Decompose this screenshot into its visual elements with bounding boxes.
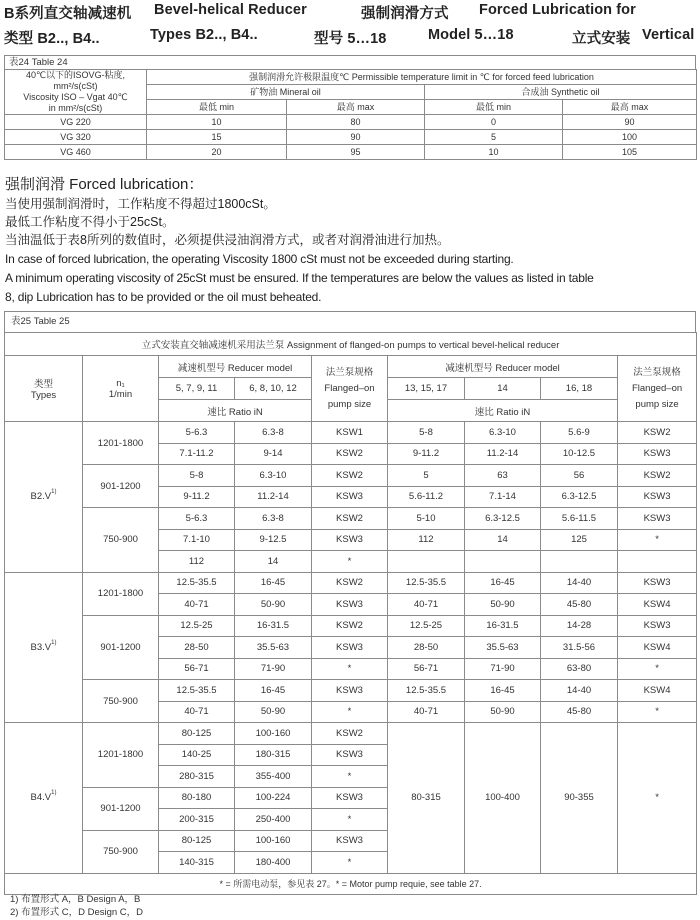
- synthetic-min: 10: [425, 145, 563, 160]
- footnote-ref: 1): [51, 489, 57, 496]
- viscosity-header-line: 40℃以下的ISOVG-粘度,: [25, 70, 126, 80]
- table-25: [4, 311, 696, 895]
- pump-size-left: KSW2: [312, 465, 388, 487]
- ratio-5-7-9-11: 140-315: [159, 852, 235, 874]
- ratio-6-8-10-12: 14: [235, 551, 312, 573]
- synthetic-min-header: 最低 min: [425, 100, 563, 115]
- mineral-max: 90: [287, 130, 425, 145]
- types-header-cn: 类型: [33, 379, 53, 390]
- table-row: [5, 508, 697, 530]
- mineral-min-header: 最低 min: [147, 100, 287, 115]
- viscosity-header: [5, 70, 147, 115]
- reducer-model-header-left: 减速机型号 Reducer model: [159, 356, 312, 378]
- ratio-16-18: 31.5-56: [541, 637, 618, 659]
- pump-size-left: KSW3: [312, 787, 388, 809]
- ratio-5-7-9-11: 80-125: [159, 830, 235, 852]
- ratio-5-7-9-11: 12.5-35.5: [159, 572, 235, 594]
- mineral-max: 80: [287, 115, 425, 130]
- table-row: [5, 680, 697, 702]
- mineral-max: 95: [287, 145, 425, 160]
- synthetic-max: 100: [563, 130, 697, 145]
- table-row: [5, 572, 697, 594]
- types-header: [5, 356, 83, 422]
- table-row: [5, 615, 697, 637]
- viscosity-grade: VG 220: [5, 115, 147, 130]
- note-en-2: A minimum operating viscosity of 25cSt must be ensured. If the temperatures are below the values as listed in table: [5, 271, 594, 285]
- ratio-6-8-10-12: 35.5-63: [235, 637, 312, 659]
- ratio-5-7-9-11: 12.5-35.5: [159, 680, 235, 702]
- ratio-13-15-17: 5-8: [388, 422, 465, 444]
- pump-size-en1: Flanged–on: [631, 382, 683, 394]
- pump-size-right: KSW3: [618, 615, 697, 637]
- temp-limit-header: 强制润滑允许极限温度℃ Permissible temperature limit in ℃ for forced feed lubrication: [147, 70, 697, 85]
- ratio-6-8-10-12: 250-400: [235, 809, 312, 831]
- pump-size-cn: 法兰泵规格: [325, 366, 374, 378]
- pump-size-right: *: [618, 701, 697, 723]
- model-col: 13, 15, 17: [388, 378, 465, 400]
- ratio-6-8-10-12: 100-160: [235, 723, 312, 745]
- ratio-13-15-17: [388, 551, 465, 573]
- ratio-6-8-10-12: 9-14: [235, 443, 312, 465]
- ratio-6-8-10-12: 180-400: [235, 852, 312, 874]
- reducer-type-label: B4.V: [30, 792, 52, 804]
- input-speed: 901-1200: [83, 787, 159, 830]
- pump-size-right: [618, 551, 697, 573]
- pump-size-left: KSW2: [312, 443, 388, 465]
- ratio-16-18: 63-80: [541, 658, 618, 680]
- pump-size-left: KSW3: [312, 830, 388, 852]
- ratio-16-18: 125: [541, 529, 618, 551]
- ratio-14: 14: [465, 529, 541, 551]
- ratio-5-7-9-11: 80-180: [159, 787, 235, 809]
- ratio-13-15-17: 5: [388, 465, 465, 487]
- pump-size-en2: pump size: [635, 398, 679, 410]
- table-row: [5, 723, 697, 745]
- footnote-ref: 1): [51, 639, 57, 646]
- ratio-6-8-10-12: 16-45: [235, 680, 312, 702]
- ratio-5-7-9-11: 7.1-10: [159, 529, 235, 551]
- pump-size-en2: pump size: [327, 398, 372, 410]
- pump-size-right: *: [618, 723, 697, 874]
- ratio-5-7-9-11: 112: [159, 551, 235, 573]
- table-row: [5, 115, 697, 130]
- pump-size-right: *: [618, 529, 697, 551]
- ratio-14: 7.1-14: [465, 486, 541, 508]
- pump-size-left: *: [312, 809, 388, 831]
- table-25-title: 立式安装直交轴减速机采用法兰泵 Assignment of flanged-on pumps to vertical bevel-helical reducer: [5, 333, 697, 356]
- types-cn: 类型 B2.., B4..: [4, 31, 100, 47]
- mount-cn: 立式安装: [572, 31, 631, 47]
- ratio-14: 50-90: [465, 594, 541, 616]
- ratio-6-8-10-12: 6.3-8: [235, 508, 312, 530]
- ratio-14: 100-400: [465, 723, 541, 874]
- pump-size-left: KSW2: [312, 572, 388, 594]
- ratio-5-7-9-11: 40-71: [159, 701, 235, 723]
- pump-size-left: KSW3: [312, 529, 388, 551]
- ratio-6-8-10-12: 16-31.5: [235, 615, 312, 637]
- pump-size-right: KSW4: [618, 680, 697, 702]
- viscosity-temperature-table: [4, 69, 697, 160]
- table-row: [5, 130, 697, 145]
- pump-size-cn: 法兰泵规格: [633, 366, 681, 378]
- types-header-en: Types: [30, 390, 57, 401]
- pump-size-right: KSW3: [618, 486, 697, 508]
- model-en: Model 5…18: [428, 27, 514, 43]
- viscosity-grade: VG 460: [5, 145, 147, 160]
- input-speed: 750-900: [83, 508, 159, 573]
- pump-size-left: KSW1: [312, 422, 388, 444]
- pump-size-right: KSW3: [618, 508, 697, 530]
- ratio-6-8-10-12: 100-224: [235, 787, 312, 809]
- series-title-en: Bevel-helical Reducer: [154, 2, 307, 18]
- ratio-5-7-9-11: 40-71: [159, 594, 235, 616]
- ratio-16-18: 90-355: [541, 723, 618, 874]
- pump-size-left: KSW3: [312, 637, 388, 659]
- ratio-6-8-10-12: 6.3-8: [235, 422, 312, 444]
- ratio-6-8-10-12: 50-90: [235, 701, 312, 723]
- ratio-5-7-9-11: 9-11.2: [159, 486, 235, 508]
- pump-size-left: *: [312, 701, 388, 723]
- ratio-6-8-10-12: 16-45: [235, 572, 312, 594]
- synthetic-max-header: 最高 max: [563, 100, 697, 115]
- model-col: 6, 8, 10, 12: [235, 378, 312, 400]
- ratio-14: 50-90: [465, 701, 541, 723]
- ratio-14: 35.5-63: [465, 637, 541, 659]
- table-24: [4, 55, 696, 160]
- reducer-type: [5, 572, 83, 723]
- synthetic-max: 90: [563, 115, 697, 130]
- table-row: [5, 145, 697, 160]
- ratio-14: [465, 551, 541, 573]
- ratio-14: 63: [465, 465, 541, 487]
- ratio-16-18: 14-40: [541, 680, 618, 702]
- table-row: [5, 465, 697, 487]
- pump-size-right: KSW4: [618, 637, 697, 659]
- mineral-min: 20: [147, 145, 287, 160]
- ratio-5-7-9-11: 56-71: [159, 658, 235, 680]
- ratio-16-18: 5.6-9: [541, 422, 618, 444]
- viscosity-header-line: in mm²/s(cSt): [48, 103, 103, 113]
- ratio-header-right: 速比 Ratio iN: [388, 400, 618, 422]
- ratio-13-15-17: 9-11.2: [388, 443, 465, 465]
- ratio-6-8-10-12: 100-160: [235, 830, 312, 852]
- ratio-13-15-17: 40-71: [388, 594, 465, 616]
- ratio-5-7-9-11: 5-6.3: [159, 422, 235, 444]
- table-25-caption: 表25 Table 25: [4, 311, 696, 332]
- ratio-16-18: 6.3-12.5: [541, 486, 618, 508]
- pump-size-left: *: [312, 658, 388, 680]
- footnote-ref: 1): [51, 790, 57, 797]
- ratio-14: 71-90: [465, 658, 541, 680]
- table-25-footer: * = 所需电动泵，参见表 27。* = Motor pump requie, see table 27.: [5, 873, 697, 894]
- ratio-5-7-9-11: 5-8: [159, 465, 235, 487]
- ratio-16-18: 10-12.5: [541, 443, 618, 465]
- pump-size-left: KSW3: [312, 680, 388, 702]
- ratio-5-7-9-11: 28-50: [159, 637, 235, 659]
- forced-lubrication-notes: [5, 175, 697, 307]
- pump-size-left: KSW3: [312, 744, 388, 766]
- ratio-5-7-9-11: 140-25: [159, 744, 235, 766]
- model-col: 14: [465, 378, 541, 400]
- pump-size-right: KSW2: [618, 465, 697, 487]
- model-cn: 型号 5…18: [314, 31, 387, 47]
- ratio-6-8-10-12: 180-315: [235, 744, 312, 766]
- pump-size-right: KSW3: [618, 443, 697, 465]
- pump-size-right: KSW3: [618, 572, 697, 594]
- ratio-6-8-10-12: 9-12.5: [235, 529, 312, 551]
- speed-header-symbol: n₁: [116, 377, 125, 389]
- ratio-13-15-17: 112: [388, 529, 465, 551]
- footnote-1: 1) 布置形式 A，B Design A，B: [10, 894, 141, 905]
- synthetic-max: 105: [563, 145, 697, 160]
- pump-size-left: KSW2: [312, 723, 388, 745]
- ratio-13-15-17: 40-71: [388, 701, 465, 723]
- speed-header-unit: 1/min: [108, 388, 133, 400]
- note-cn-2: 最低工作粘度不得小于25cSt。: [5, 215, 175, 229]
- ratio-5-7-9-11: 200-315: [159, 809, 235, 831]
- ratio-13-15-17: 28-50: [388, 637, 465, 659]
- ratio-13-15-17: 12.5-25: [388, 615, 465, 637]
- table-row: [5, 422, 697, 444]
- input-speed: 750-900: [83, 830, 159, 873]
- note-en-1: In case of forced lubrication, the operating Viscosity 1800 cSt must not be exceeded during starting.: [5, 252, 514, 266]
- input-speed: 1201-1800: [83, 572, 159, 615]
- note-en-3: 8, dip Lubrication has to be provided or the oil must beheated.: [5, 290, 322, 304]
- mineral-min: 15: [147, 130, 287, 145]
- ratio-16-18: 45-80: [541, 701, 618, 723]
- mineral-oil-header: 矿物油 Mineral oil: [147, 85, 425, 100]
- speed-header: [83, 356, 159, 422]
- viscosity-header-line: Viscosity ISO – Vgat 40℃: [23, 92, 128, 102]
- pump-size-left: *: [312, 852, 388, 874]
- method-title-en: Forced Lubrication for: [479, 2, 636, 18]
- input-speed: 1201-1800: [83, 723, 159, 788]
- ratio-6-8-10-12: 11.2-14: [235, 486, 312, 508]
- footnote-2: 2) 布置形式 C，D Design C，D: [10, 907, 144, 918]
- reducer-type: [5, 723, 83, 874]
- ratio-13-15-17: 12.5-35.5: [388, 680, 465, 702]
- pump-size-left: KSW3: [312, 486, 388, 508]
- ratio-13-15-17: 56-71: [388, 658, 465, 680]
- pump-size-right: KSW4: [618, 594, 697, 616]
- ratio-6-8-10-12: 6.3-10: [235, 465, 312, 487]
- ratio-16-18: 45-80: [541, 594, 618, 616]
- viscosity-header-line: mm²/s(cSt): [53, 81, 98, 91]
- input-speed: 901-1200: [83, 615, 159, 680]
- pump-size-right: KSW2: [618, 422, 697, 444]
- ratio-14: 6.3-10: [465, 422, 541, 444]
- synthetic-oil-header: 合成油 Synthetic oil: [425, 85, 697, 100]
- model-col: 5, 7, 9, 11: [159, 378, 235, 400]
- ratio-5-7-9-11: 7.1-11.2: [159, 443, 235, 465]
- reducer-type-label: B2.V: [30, 491, 52, 503]
- ratio-13-15-17: 80-315: [388, 723, 465, 874]
- ratio-16-18: [541, 551, 618, 573]
- input-speed: 750-900: [83, 680, 159, 723]
- ratio-5-7-9-11: 12.5-25: [159, 615, 235, 637]
- ratio-13-15-17: 12.5-35.5: [388, 572, 465, 594]
- reducer-model-header-right: 减速机型号 Reducer model: [388, 356, 618, 378]
- mount-en: Vertical: [642, 27, 695, 43]
- ratio-13-15-17: 5-10: [388, 508, 465, 530]
- pump-size-left: *: [312, 551, 388, 573]
- pump-size-header-right: [618, 356, 697, 422]
- pump-size-right: *: [618, 658, 697, 680]
- model-col: 16, 18: [541, 378, 618, 400]
- pump-size-left: KSW3: [312, 594, 388, 616]
- viscosity-grade: VG 320: [5, 130, 147, 145]
- ratio-16-18: 5.6-11.5: [541, 508, 618, 530]
- note-cn-1: 当使用强制润滑时，工作粘度不得超过1800cSt。: [5, 197, 276, 211]
- notes-title: 强制润滑 Forced lubrication：: [5, 176, 204, 193]
- footnotes: [10, 893, 143, 919]
- pump-size-en1: Flanged–on: [324, 382, 375, 394]
- ratio-6-8-10-12: 355-400: [235, 766, 312, 788]
- ratio-6-8-10-12: 50-90: [235, 594, 312, 616]
- note-cn-3: 当油温低于表8所列的数值时，必须提供浸油润滑方式，或者对润滑油进行加热。: [5, 233, 450, 247]
- pump-size-header-left: [312, 356, 388, 422]
- ratio-5-7-9-11: 280-315: [159, 766, 235, 788]
- ratio-14: 16-45: [465, 572, 541, 594]
- ratio-16-18: 14-28: [541, 615, 618, 637]
- table-24-caption: 表24 Table 24: [4, 55, 696, 69]
- mineral-min: 10: [147, 115, 287, 130]
- pump-size-left: KSW2: [312, 615, 388, 637]
- series-title-cn: B系列直交轴减速机: [4, 6, 132, 22]
- input-speed: 901-1200: [83, 465, 159, 508]
- synthetic-min: 5: [425, 130, 563, 145]
- ratio-14: 16-45: [465, 680, 541, 702]
- synthetic-min: 0: [425, 115, 563, 130]
- input-speed: 1201-1800: [83, 422, 159, 465]
- ratio-16-18: 56: [541, 465, 618, 487]
- ratio-5-7-9-11: 80-125: [159, 723, 235, 745]
- method-title-cn: 强制润滑方式: [361, 6, 449, 22]
- ratio-14: 6.3-12.5: [465, 508, 541, 530]
- ratio-6-8-10-12: 71-90: [235, 658, 312, 680]
- reducer-type-label: B3.V: [30, 641, 52, 653]
- pump-assignment-table: [4, 332, 697, 895]
- ratio-5-7-9-11: 5-6.3: [159, 508, 235, 530]
- pump-size-left: KSW2: [312, 508, 388, 530]
- ratio-14: 11.2-14: [465, 443, 541, 465]
- mineral-max-header: 最高 max: [287, 100, 425, 115]
- ratio-16-18: 14-40: [541, 572, 618, 594]
- reducer-type: [5, 422, 83, 573]
- ratio-header-left: 速比 Ratio iN: [159, 400, 312, 422]
- ratio-14: 16-31.5: [465, 615, 541, 637]
- pump-size-left: *: [312, 766, 388, 788]
- types-en: Types B2.., B4..: [150, 27, 258, 43]
- ratio-13-15-17: 5.6-11.2: [388, 486, 465, 508]
